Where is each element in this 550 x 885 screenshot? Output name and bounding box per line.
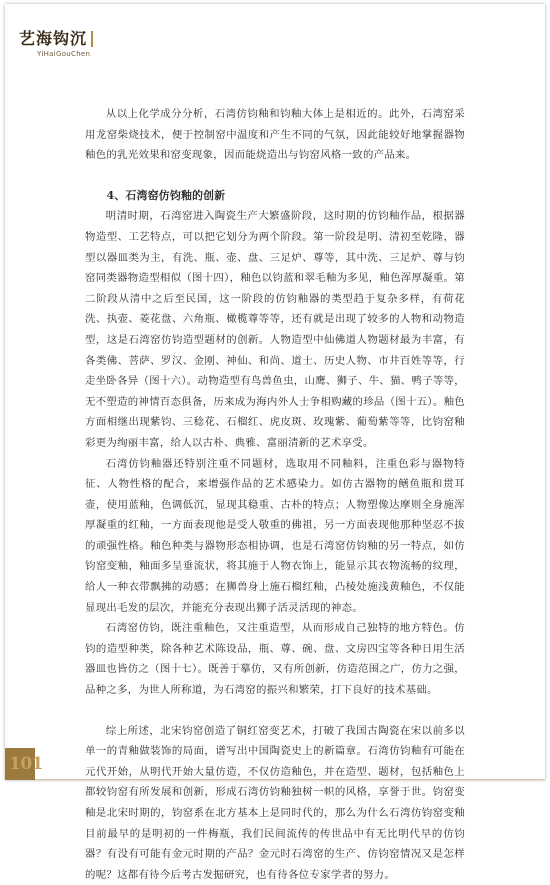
page-number: 101: [9, 754, 43, 774]
article-body: [85, 104, 465, 885]
logo-subtitle: YiHaiGouChen: [37, 50, 91, 58]
footer-rule: [35, 779, 545, 780]
spacer: [85, 701, 465, 721]
section-heading: 4、石湾窑仿钧釉的创新: [106, 188, 226, 202]
spacer: [85, 166, 465, 186]
paragraph-1: 从以上化学成分分析，石湾仿钧釉和钧釉大体上是相近的。此外，石湾窑采用龙窑柴烧技术，便于控制窑中温度和产生不同的气氛，因此能较好地掌握器物釉色的乳光效果和窑变现象，因而能烧造出与钧窑风格一致的产品来。: [85, 108, 465, 162]
page: [5, 4, 545, 881]
paragraph-3: 石湾仿钧釉器还特别注重不同题材，选取用不同釉料，注重色彩与器物特征、人物性格的配合，来增强作品的艺术感染力。如仿古器物的鳝鱼瓶和贯耳壶，使用蓝釉，色调低沉，显现其稳重、古朴的特点；人物塑像达摩则全身施浑厚凝重的红釉，一方面表现他是受人敬重的佛祖，另一方面表现他那种坚忍不拔的顽强性格。釉色种类与器物形态相协调，也是石湾窑仿钧釉的另一特点，如仿钧窑变釉，釉面多呈垂流状，将其施于人物衣饰上，能显示其衣物流畅的纹理，给人一种衣带飘拂的动感；在狮兽身上施石榴红釉，凸棱处施浅黄釉色，不仅能显现出毛发的层次，并能充分表现出狮子活灵活现的神态。: [85, 457, 465, 614]
header-logo: [19, 30, 109, 68]
paragraph-2: 明清时期，石湾窑进入陶瓷生产大繁盛阶段，这时期的仿钧釉作品，根据器物造型、工艺特点，可以把它划分为两个阶段。第一阶段是明、清初至乾隆，器型以器皿类为主，有洗、瓶、壶、盘、三足炉、尊等，其中洗、三足炉、尊与钧窑同类器物造型相似（图十四），釉色以钧蓝和翠毛釉为多见，釉色浑厚凝重。第二阶段从清中之后至民国，这一阶段的仿钧釉器的类型趋于复杂多样，有荷花洗、执壶、菱花盘、六角瓶、橄榄尊等等，还有就是出现了较多的人物和动物造型，这是石湾窑仿钧造型题材的创新。人物造型中仙佛道人物题材最为丰富，有各类佛、菩萨、罗汉、金刚、神仙、和尚、道士、历史人物、市井百姓等等，行走坐卧各异（图十六）。动物造型有鸟兽鱼虫，山鹰、狮子、牛、猫、鸭子等等，无不塑造的神情百态俱备，历来成为海内外人士争相购藏的珍品（图十五）。釉色方面相继出现紫钧、三稔花、石榴红、虎皮斑、玫瑰紫、葡萄紫等等，比钧窑釉彩更为绚丽丰富，给人以古朴、典雅、富丽清新的艺术享受。: [85, 210, 465, 449]
paragraph-4: 石湾窑仿钧，既注重釉色，又注重造型，从而形成自己独特的地方特色。仿钧的造型种类，除各种艺术陈设品，瓶、尊、碗、盘、文房四宝等各种日用生活器皿也皆仿之（图十七）。既善于摹仿，又有所创新，仿造范围之广，仿力之强，品种之多，为世人所称道，为石湾窑的振兴和繁荣，打下良好的技术基础。: [85, 622, 465, 697]
logo-divider: [91, 31, 93, 47]
logo-title: 艺海钩沉: [19, 29, 88, 48]
paragraph-5: 综上所述，北宋钧窑创造了铜红窑变艺术，打破了我国古陶瓷在宋以前多以单一的青釉做装饰的局面，谱写出中国陶瓷史上的新篇章。石湾仿钧釉有可能在元代开始，从明代开始大量仿造，不仅仿造釉色，并在造型、题材，包括釉色上都较钧窑有所发展和创新，形成石湾仿钧釉独树一帜的风格，享誉于世。钧窑变釉是北宋时期的，钧窑系在北方基本上是同时代的，那么为什么石湾仿钧窑变釉目前最早的是明初的一件梅瓶，我们民间流传的传世品中有无比明代早的仿钧器？有没有可能有金元时期的产品？金元时石湾窑的生产、仿钧窑情况又是怎样的呢？这都有待今后考古发掘研究，也有待各位专家学者的努力。: [85, 724, 465, 881]
